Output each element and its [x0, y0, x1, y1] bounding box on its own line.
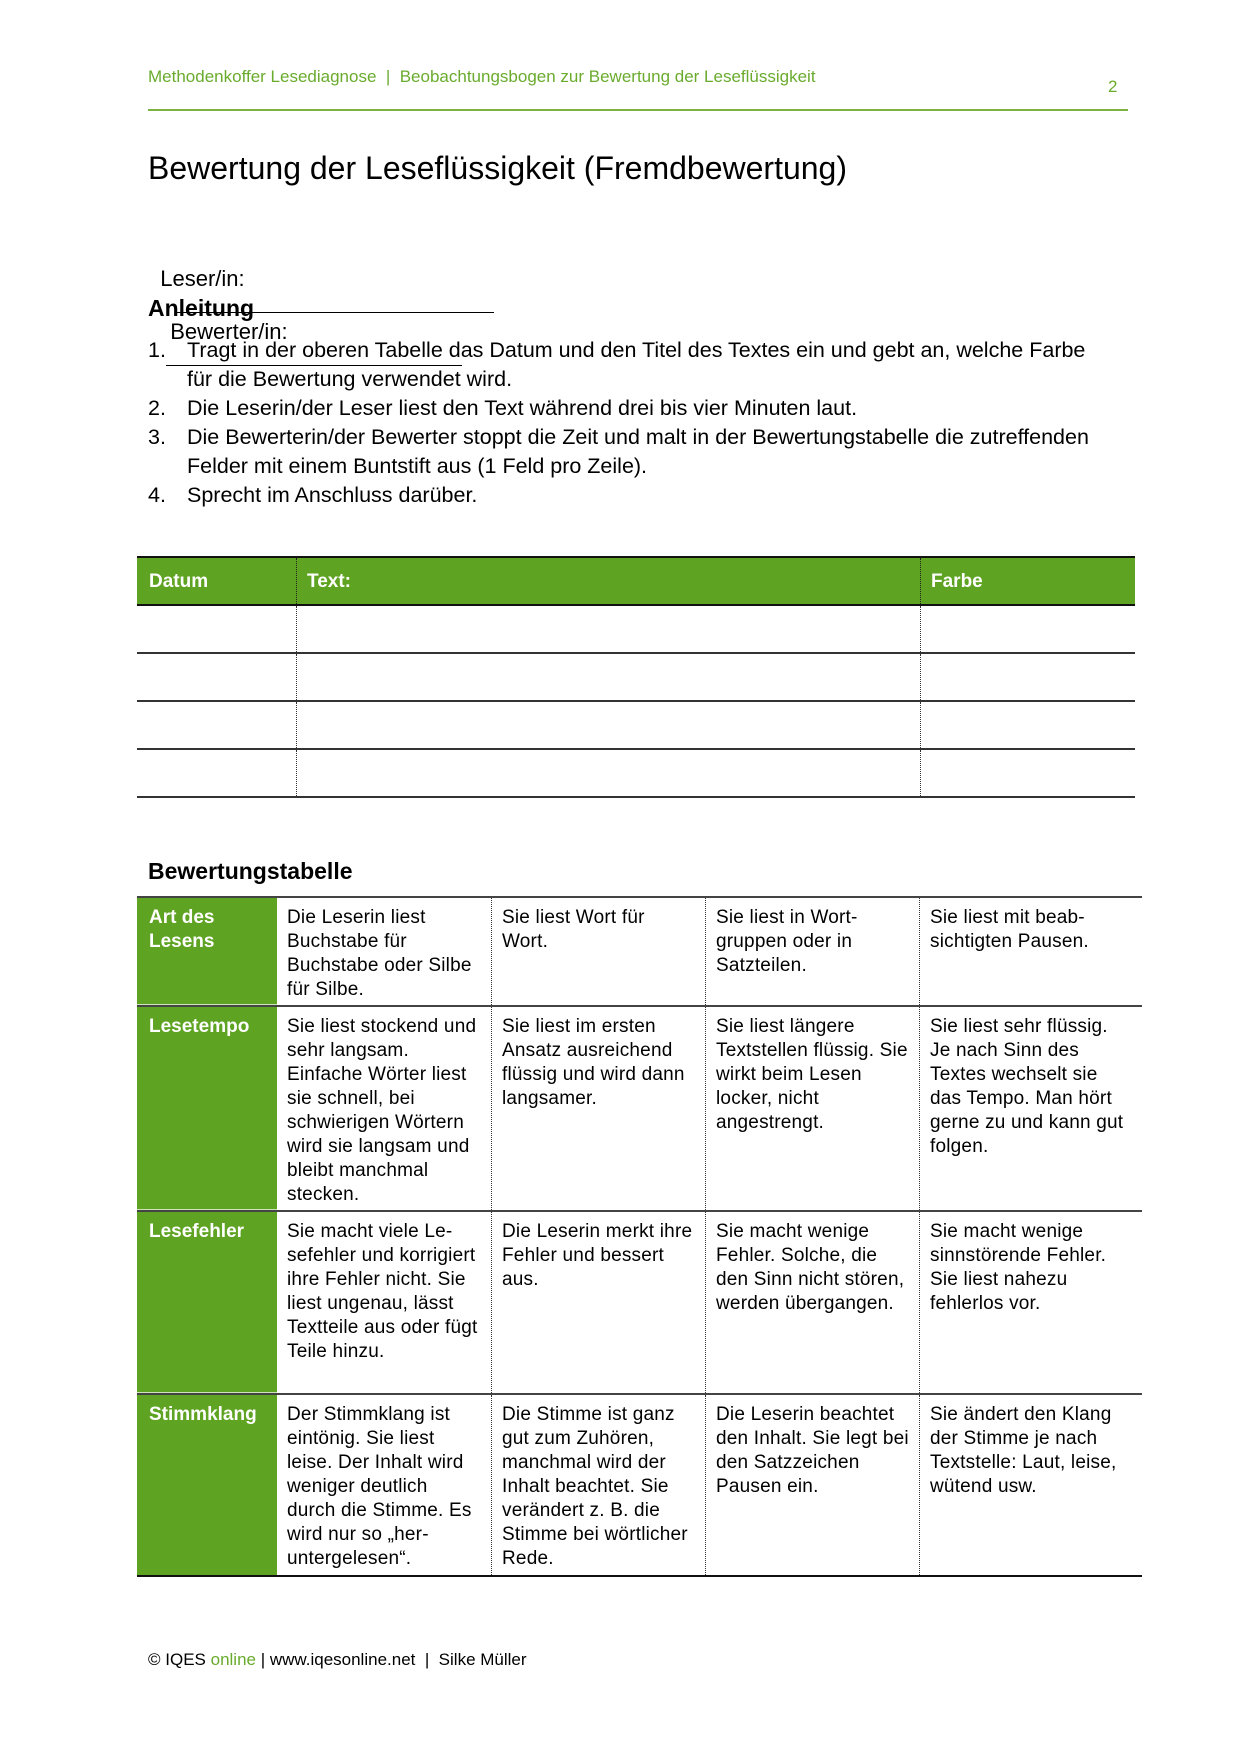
rating-cell[interactable]: Sie liest längere Textstellen flüssig. Sie wirkt beim Lesen locker, nicht angestrengt. — [705, 1007, 919, 1210]
table-row[interactable] — [137, 606, 1135, 654]
header-divider — [148, 109, 1128, 111]
column-divider — [296, 702, 297, 748]
rating-cell[interactable]: Der Stimmklang ist eintönig. Sie liest leise. Der Inhalt wird weniger deutlich durch die Stimme. Es wird nur so „heruntergelesen“. — [287, 1404, 472, 1569]
column-divider — [296, 654, 297, 700]
row-label: Lesetempo — [137, 1007, 277, 1210]
column-divider — [920, 606, 921, 652]
column-divider — [920, 558, 921, 604]
rating-cell[interactable]: Die Leserin liest Buchstabe für Buchstabe oder Silbe für Silbe. — [287, 907, 472, 1000]
table-row — [137, 1212, 1142, 1395]
instruction-step — [148, 423, 1108, 481]
rating-cell[interactable]: Sie liest in Wortgruppen oder in Satzteilen. — [705, 898, 919, 1005]
running-header: Methodenkoffer Lesediagnose | Beobachtungsbogen zur Bewertung der Leseflüssigkeit — [148, 67, 816, 86]
rating-table — [137, 896, 1142, 1577]
column-divider — [920, 750, 921, 796]
rating-cell[interactable]: Sie liest stockend und sehr langsam. Einfache Wörter liest sie schnell, bei schwierigen Wörtern wird sie langsam und bleibt manchmal stecken. — [287, 1016, 477, 1205]
rater-label: Bewerter/in: — [170, 319, 288, 344]
rating-cell[interactable]: Sie macht wenige sinnstörende Fehler. Sie liest nahezu fehlerlos vor. — [919, 1212, 1134, 1393]
instructions-list — [148, 336, 1108, 510]
row-label: Lesefehler — [137, 1212, 277, 1393]
rating-cell[interactable]: Sie macht wenige Fehler. Solche, die den Sinn nicht stören, werden übergangen. — [705, 1212, 919, 1393]
rating-cell[interactable]: Die Stimme ist ganz gut zum Zuhören, manchmal wird der Inhalt beachtet. Sie verändert z. B. die Stimme bei wörtlicher Rede. — [491, 1395, 705, 1575]
record-table-header — [137, 556, 1135, 606]
column-header-farbe: Farbe — [931, 571, 983, 592]
instruction-step — [148, 394, 1108, 423]
step-text: Sprecht im Anschluss darüber. — [187, 483, 478, 507]
rating-cell[interactable]: Die Leserin merkt ihre Fehler und bessert aus. — [491, 1212, 705, 1393]
table-row[interactable] — [137, 702, 1135, 750]
footer-rest: | www.iqesonline.net | Silke Müller — [255, 1650, 527, 1669]
table-row — [137, 1395, 1142, 1577]
table-row[interactable] — [137, 750, 1135, 798]
column-divider — [920, 654, 921, 700]
step-number: 2. — [148, 396, 166, 420]
rating-cell[interactable]: Sie macht viele Lesefehler und korrigiert ihre Fehler nicht. Sie liest ungenau, lässt Textteile aus oder fügt Teile hinzu. — [287, 1221, 478, 1362]
rating-cell[interactable]: Sie liest sehr flüssig. Je nach Sinn des Textes wechselt sie das Tempo. Man hört gerne zu und kann gut folgen. — [919, 1007, 1134, 1210]
reader-label: Leser/in: — [160, 266, 245, 291]
step-text: Die Bewerterin/der Bewerter stoppt die Zeit und malt in der Bewertungstabelle die zutreffenden Felder mit einem Buntstift aus (1 Feld pro Zeile). — [187, 425, 1089, 478]
row-label: Stimmklang — [137, 1395, 277, 1575]
column-header-text: Text: — [307, 571, 351, 592]
step-number: 3. — [148, 425, 166, 449]
rating-table-heading: Bewertungstabelle — [148, 858, 353, 884]
rating-cell[interactable]: Sie liest im ersten Ansatz ausreichend flüssig und wird dann langsamer. — [491, 1007, 705, 1210]
instruction-step — [148, 481, 1108, 510]
footer-copyright: © IQES — [148, 1650, 211, 1669]
instructions-heading: Anleitung — [148, 295, 255, 321]
rating-cell[interactable]: Sie liest Wort für Wort. — [491, 898, 705, 1005]
row-label: Art des Lesens — [137, 898, 277, 1005]
column-header-datum: Datum — [149, 571, 209, 592]
instruction-step — [148, 336, 1108, 394]
table-row — [137, 1007, 1142, 1212]
column-divider — [296, 750, 297, 796]
footer-brand-accent: online — [210, 1650, 256, 1669]
page-title: Bewertung der Leseflüssigkeit (Fremdbewertung) — [148, 150, 847, 186]
rating-cell[interactable]: Sie ändert den Klang der Stimme je nach Textstelle: Laut, leise, wütend usw. — [919, 1395, 1134, 1575]
column-divider — [296, 606, 297, 652]
rating-cell[interactable]: Sie liest mit beabsichtigten Pausen. — [919, 898, 1134, 1005]
step-text: Die Leserin/der Leser liest den Text während drei bis vier Minuten laut. — [187, 396, 858, 420]
column-divider — [920, 702, 921, 748]
record-table — [137, 556, 1135, 798]
step-text: Tragt in der oberen Tabelle das Datum und den Titel des Textes ein und gebt an, welche Farbe für die Bewertung verwendet wird. — [187, 338, 1086, 391]
page-number: 2 — [1108, 77, 1118, 96]
step-number: 1. — [148, 338, 166, 362]
rating-cell[interactable]: Die Leserin beachtet den Inhalt. Sie legt bei den Satzzeichen Pausen ein. — [705, 1395, 919, 1575]
step-number: 4. — [148, 483, 166, 507]
table-row[interactable] — [137, 654, 1135, 702]
footer — [148, 1650, 527, 1670]
column-divider — [296, 558, 297, 604]
table-row — [137, 898, 1142, 1007]
